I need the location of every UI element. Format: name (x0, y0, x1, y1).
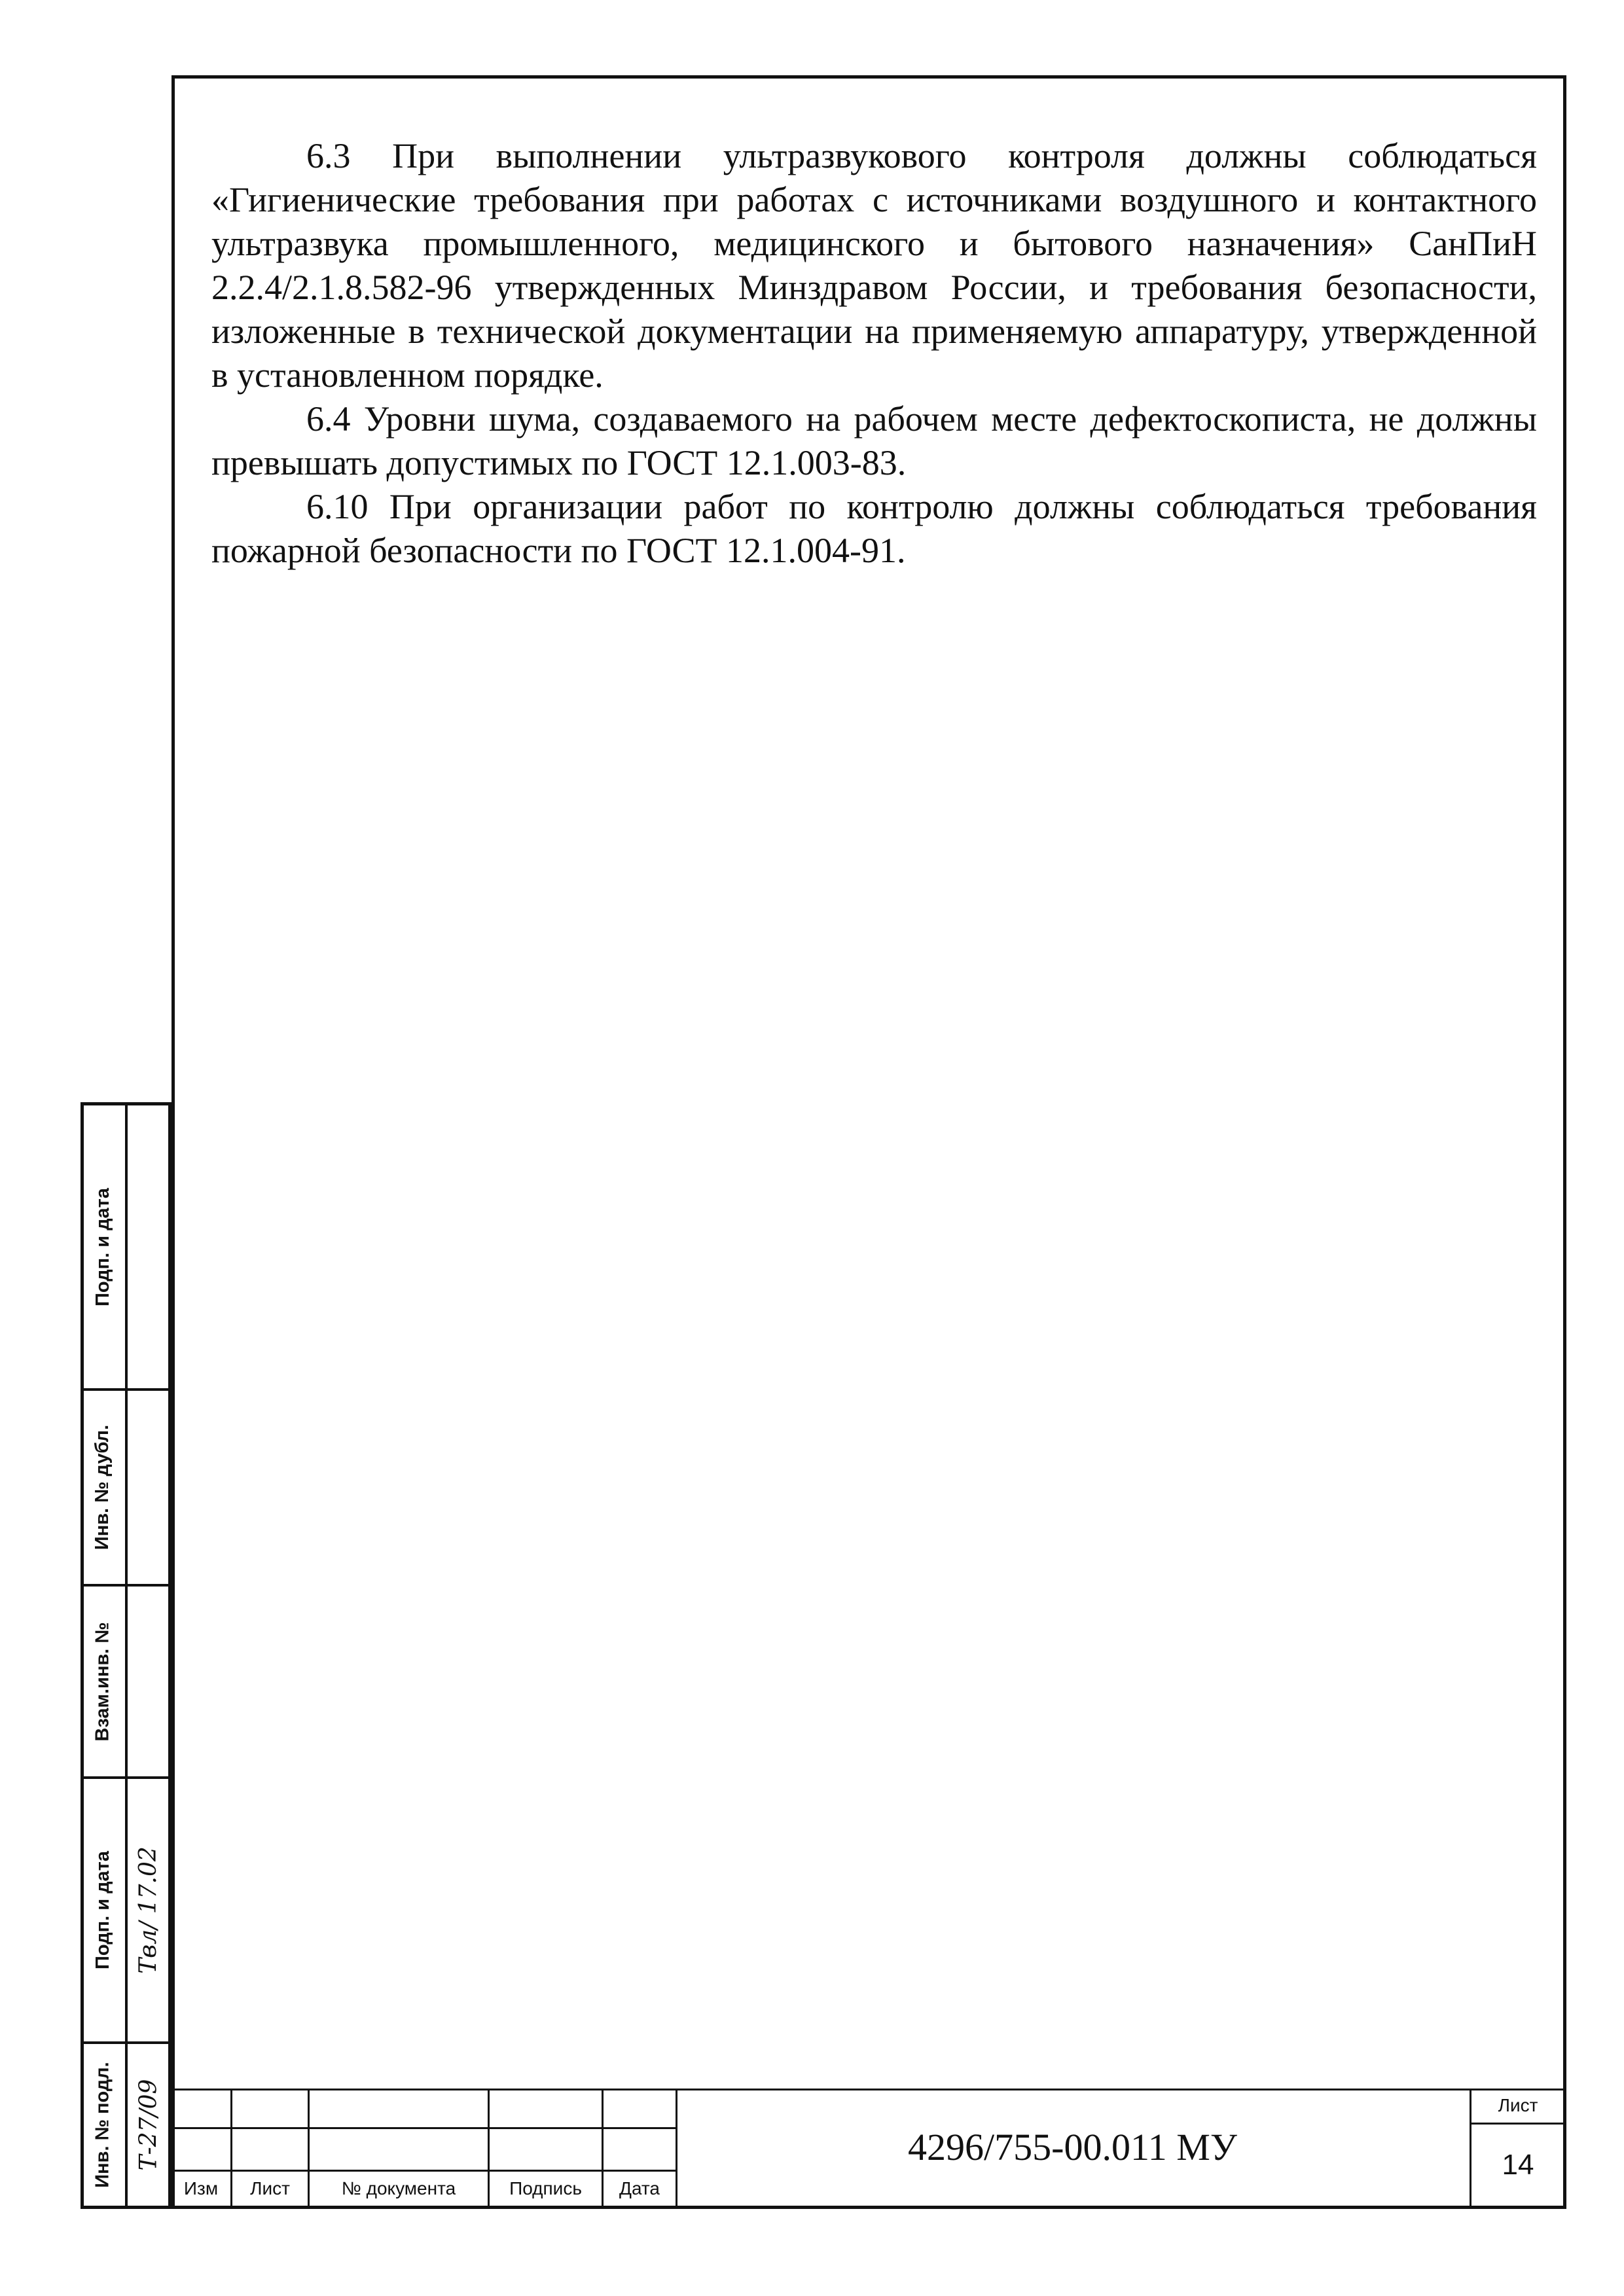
margin-label-dup-inv: Инв. № дубл. (92, 1424, 113, 1551)
margin-label-replace-inv: Взам.инв. № (92, 1621, 113, 1742)
margin-label-orig-inv: Инв. № подл. (92, 2062, 113, 2188)
document-body (211, 134, 1537, 573)
paragraph-6-10: 6.10 При организации работ по контролю должны соблюдаться требования пожарной безопасности по ГОСТ 12.1.004-91. (211, 487, 1537, 570)
column-header-date: Дата (619, 2178, 660, 2198)
paragraph-6-3: 6.3 При выполнении ультразвукового контроля должны соблюдаться «Гигиенические требования при работах с источниками воздушного и контактного ультразвука промышленного, медицинского и бытового назначения» СанПиН 2.2.4/2.1.8.582-96 утвержденных Минздравом России, и требования безопасности, изложенные в технической документации на применяемую аппаратуру, утвержденной в установленном порядке. (211, 136, 1537, 395)
margin-label-sign-date-top: Подп. и дата (92, 1187, 113, 1306)
paragraph-6-4: 6.4 Уровни шума, создаваемого на рабочем месте дефектоскописта, не должны превышать допустимых по ГОСТ 12.1.003-83. (211, 399, 1537, 482)
handwritten-signature-date: Твл/ 17.02 (135, 1846, 162, 1974)
title-block-row-line (171, 2127, 676, 2129)
column-header-signature: Подпись (509, 2178, 582, 2198)
sheet-label: Лист (1498, 2095, 1538, 2115)
column-header-doc-number: № документа (341, 2178, 456, 2198)
handwritten-inventory-number: Т-27/09 (135, 2079, 162, 2171)
column-header-change: Изм (183, 2178, 219, 2198)
column-header-sheet: Лист (250, 2178, 290, 2198)
sheet-number: 14 (1502, 2149, 1534, 2181)
margin-label-sign-date-bottom: Подп. и дата (92, 1851, 113, 1969)
document-code: 4296/755-00.011 МУ (908, 2126, 1237, 2168)
